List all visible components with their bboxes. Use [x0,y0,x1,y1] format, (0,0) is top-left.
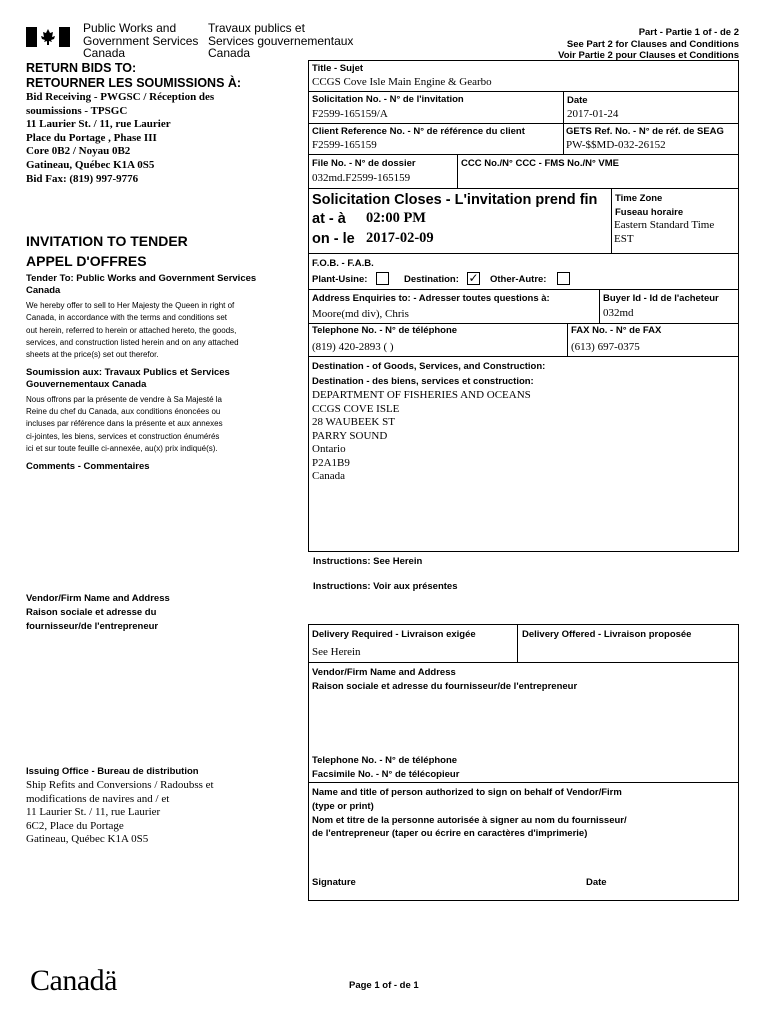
buyer-id-label: Buyer Id - Id de l'acheteur [603,293,719,304]
title-label: Title - Sujet [312,63,364,74]
soumission-body: Nous offrons par la présente de vendre à Sa Majesté la Reine du chef du Canada, aux conditions énoncées ou incluses par référence dans la présente et aux annexes ci-jointes, les biens, services et construction énumérés ici et sur toute feuille ci-annexée, au(x) prix indiqué(s). [26,395,223,453]
vendor-telephone-fax-label: Telephone No. - N° de téléphone Facsimile No. - N° de télécopieur [312,755,460,780]
tender-to-body: We hereby offer to sell to Her Majesty the Queen in right of Canada, in accordance with the terms and conditions set out herein, referred to herein or attached hereto, the goods, services, and construction listed herein and on any attached sheets at the price(s) set out therefor. [26,301,239,360]
return-bids-heading: RETURN BIDS TO: RETOURNER LES SOUMISSIONS À: [26,61,242,90]
delivery-required-value: See Herein [312,646,361,658]
instructions-fr: Instructions: Voir aux présentes [313,581,458,592]
soumission-label: Soumission aux: Travaux Publics et Services Gouvernementaux Canada [26,367,230,390]
signature-date-label: Date [586,877,607,888]
telephone-label: Telephone No. - N° de téléphone [312,325,458,336]
fax-label: FAX No. - N° de FAX [571,325,662,336]
closing-date-label: on - le [312,231,355,247]
authorized-signer-label: Name and title of person authorized to sign on behalf of Vendor/Firm (type or print) Nom et titre de la personne autorisée à signer au nom du fournisseur/ de l'entrepreneur (taper ou écrire en caractères d'imprimerie) [312,787,627,840]
invitation-heading: INVITATION TO TENDER APPEL D'OFFRES [26,233,188,269]
canada-wordmark: Canadä [30,964,117,997]
file-number-label: File No. - N° de dossier [312,158,416,169]
part-indicator: Part - Partie 1 of - de 2 [638,27,739,38]
destination-goods-address: DEPARTMENT OF FISHERIES AND OCEANS CCGS COVE ISLE 28 WAUBEEK ST PARRY SOUND Ontario P2A1B9 Canada [312,389,531,482]
gets-reference-value: PW-$$MD-032-26152 [566,139,666,151]
closing-time-label: at - à [312,211,346,227]
address-enquiries-label: Address Enquiries to: - Adresser toutes questions à: [312,293,550,304]
issuing-office-heading: Issuing Office - Bureau de distribution [26,766,199,777]
time-zone-value: Eastern Standard Time EST [614,219,715,245]
plant-usine-checkbox[interactable] [376,272,389,285]
buyer-id-value: 032md [603,307,634,319]
other-autre-label: Other-Autre: [490,274,547,285]
department-name-en: Public Works and Government Services Canada [83,21,199,60]
instructions-en: Instructions: See Herein [313,556,423,567]
fob-label: F.O.B. - F.A.B. [312,258,374,269]
client-reference-value: F2599-165159 [312,139,377,151]
time-zone-label: Time Zone Fuseau horaire [615,193,684,218]
solicitation-number-value: F2599-165159/A [312,108,388,120]
ccc-number-label: CCC No./N° CCC - FMS No./N° VME [461,158,620,169]
vendor-firm-heading: Vendor/Firm Name and Address Raison sociale et adresse du fournisseur/de l'entrepreneur [26,593,170,632]
return-address: Bid Receiving - PWGSC / Réception des soumissions - TPSGC 11 Laurier St. / 11, rue Laurier Place du Portage , Phase III Core 0B2 / Noyau 0B2 Gatineau, Québec K1A 0S5 Bid Fax: (819) 997-9776 [26,91,215,185]
address-enquiries-value: Moore(md div), Chris [312,308,409,320]
gets-reference-label: GETS Ref. No. - N° de réf. de SEAG [566,126,724,137]
destination-checkbox[interactable]: ✓ [468,271,479,285]
date-value: 2017-01-24 [567,108,619,120]
file-number-value: 032md.F2599-165159 [312,172,411,184]
date-label: Date [567,95,588,106]
fax-value: (613) 697-0375 [571,341,640,353]
plant-usine-label: Plant-Usine: [312,274,368,285]
destination-goods-label: Destination - of Goods, Services, and Construction: Destination - des biens, services et construction: [312,361,546,387]
closing-date-value: 2017-02-09 [366,230,434,246]
solicitation-number-label: Solicitation No. - N° de l'invitation [312,94,464,105]
department-name-fr: Travaux publics et Services gouvernementaux Canada [208,21,354,60]
title-value: CCGS Cove Isle Main Engine & Gearbo [312,76,492,88]
closing-time-value: 02:00 PM [366,210,426,226]
issuing-office-address: Ship Refits and Conversions / Radoubss et modifications de navires and / et 11 Laurier St. / 11, rue Laurier 6C2, Place du Portage Gatineau, Québec K1A 0S5 [26,779,214,846]
delivery-offered-label: Delivery Offered - Livraison proposée [522,629,692,640]
tender-to-label: Tender To: Public Works and Government Services Canada [26,273,257,296]
part-2-note-en: See Part 2 for Clauses and Conditions [566,39,739,50]
solicitation-closes-heading: Solicitation Closes - L'invitation prend fin [312,192,598,208]
vendor-name-address-label: Vendor/Firm Name and Address Raison sociale et adresse du fournisseur/de l'entrepreneur [312,667,578,692]
flag-icon [26,27,70,47]
destination-label: Destination: [404,274,459,285]
signature-label: Signature [312,877,356,888]
telephone-value: (819) 420-2893 ( ) [312,341,394,353]
delivery-required-label: Delivery Required - Livraison exigée [312,629,476,640]
comments-label: Comments - Commentaires [26,461,150,472]
part-2-note-fr: Voir Partie 2 pour Clauses et Conditions [558,50,739,61]
page-number: Page 1 of - de 1 [349,980,419,991]
other-autre-checkbox[interactable] [557,272,570,285]
client-reference-label: Client Reference No. - N° de référence du client [312,126,525,137]
